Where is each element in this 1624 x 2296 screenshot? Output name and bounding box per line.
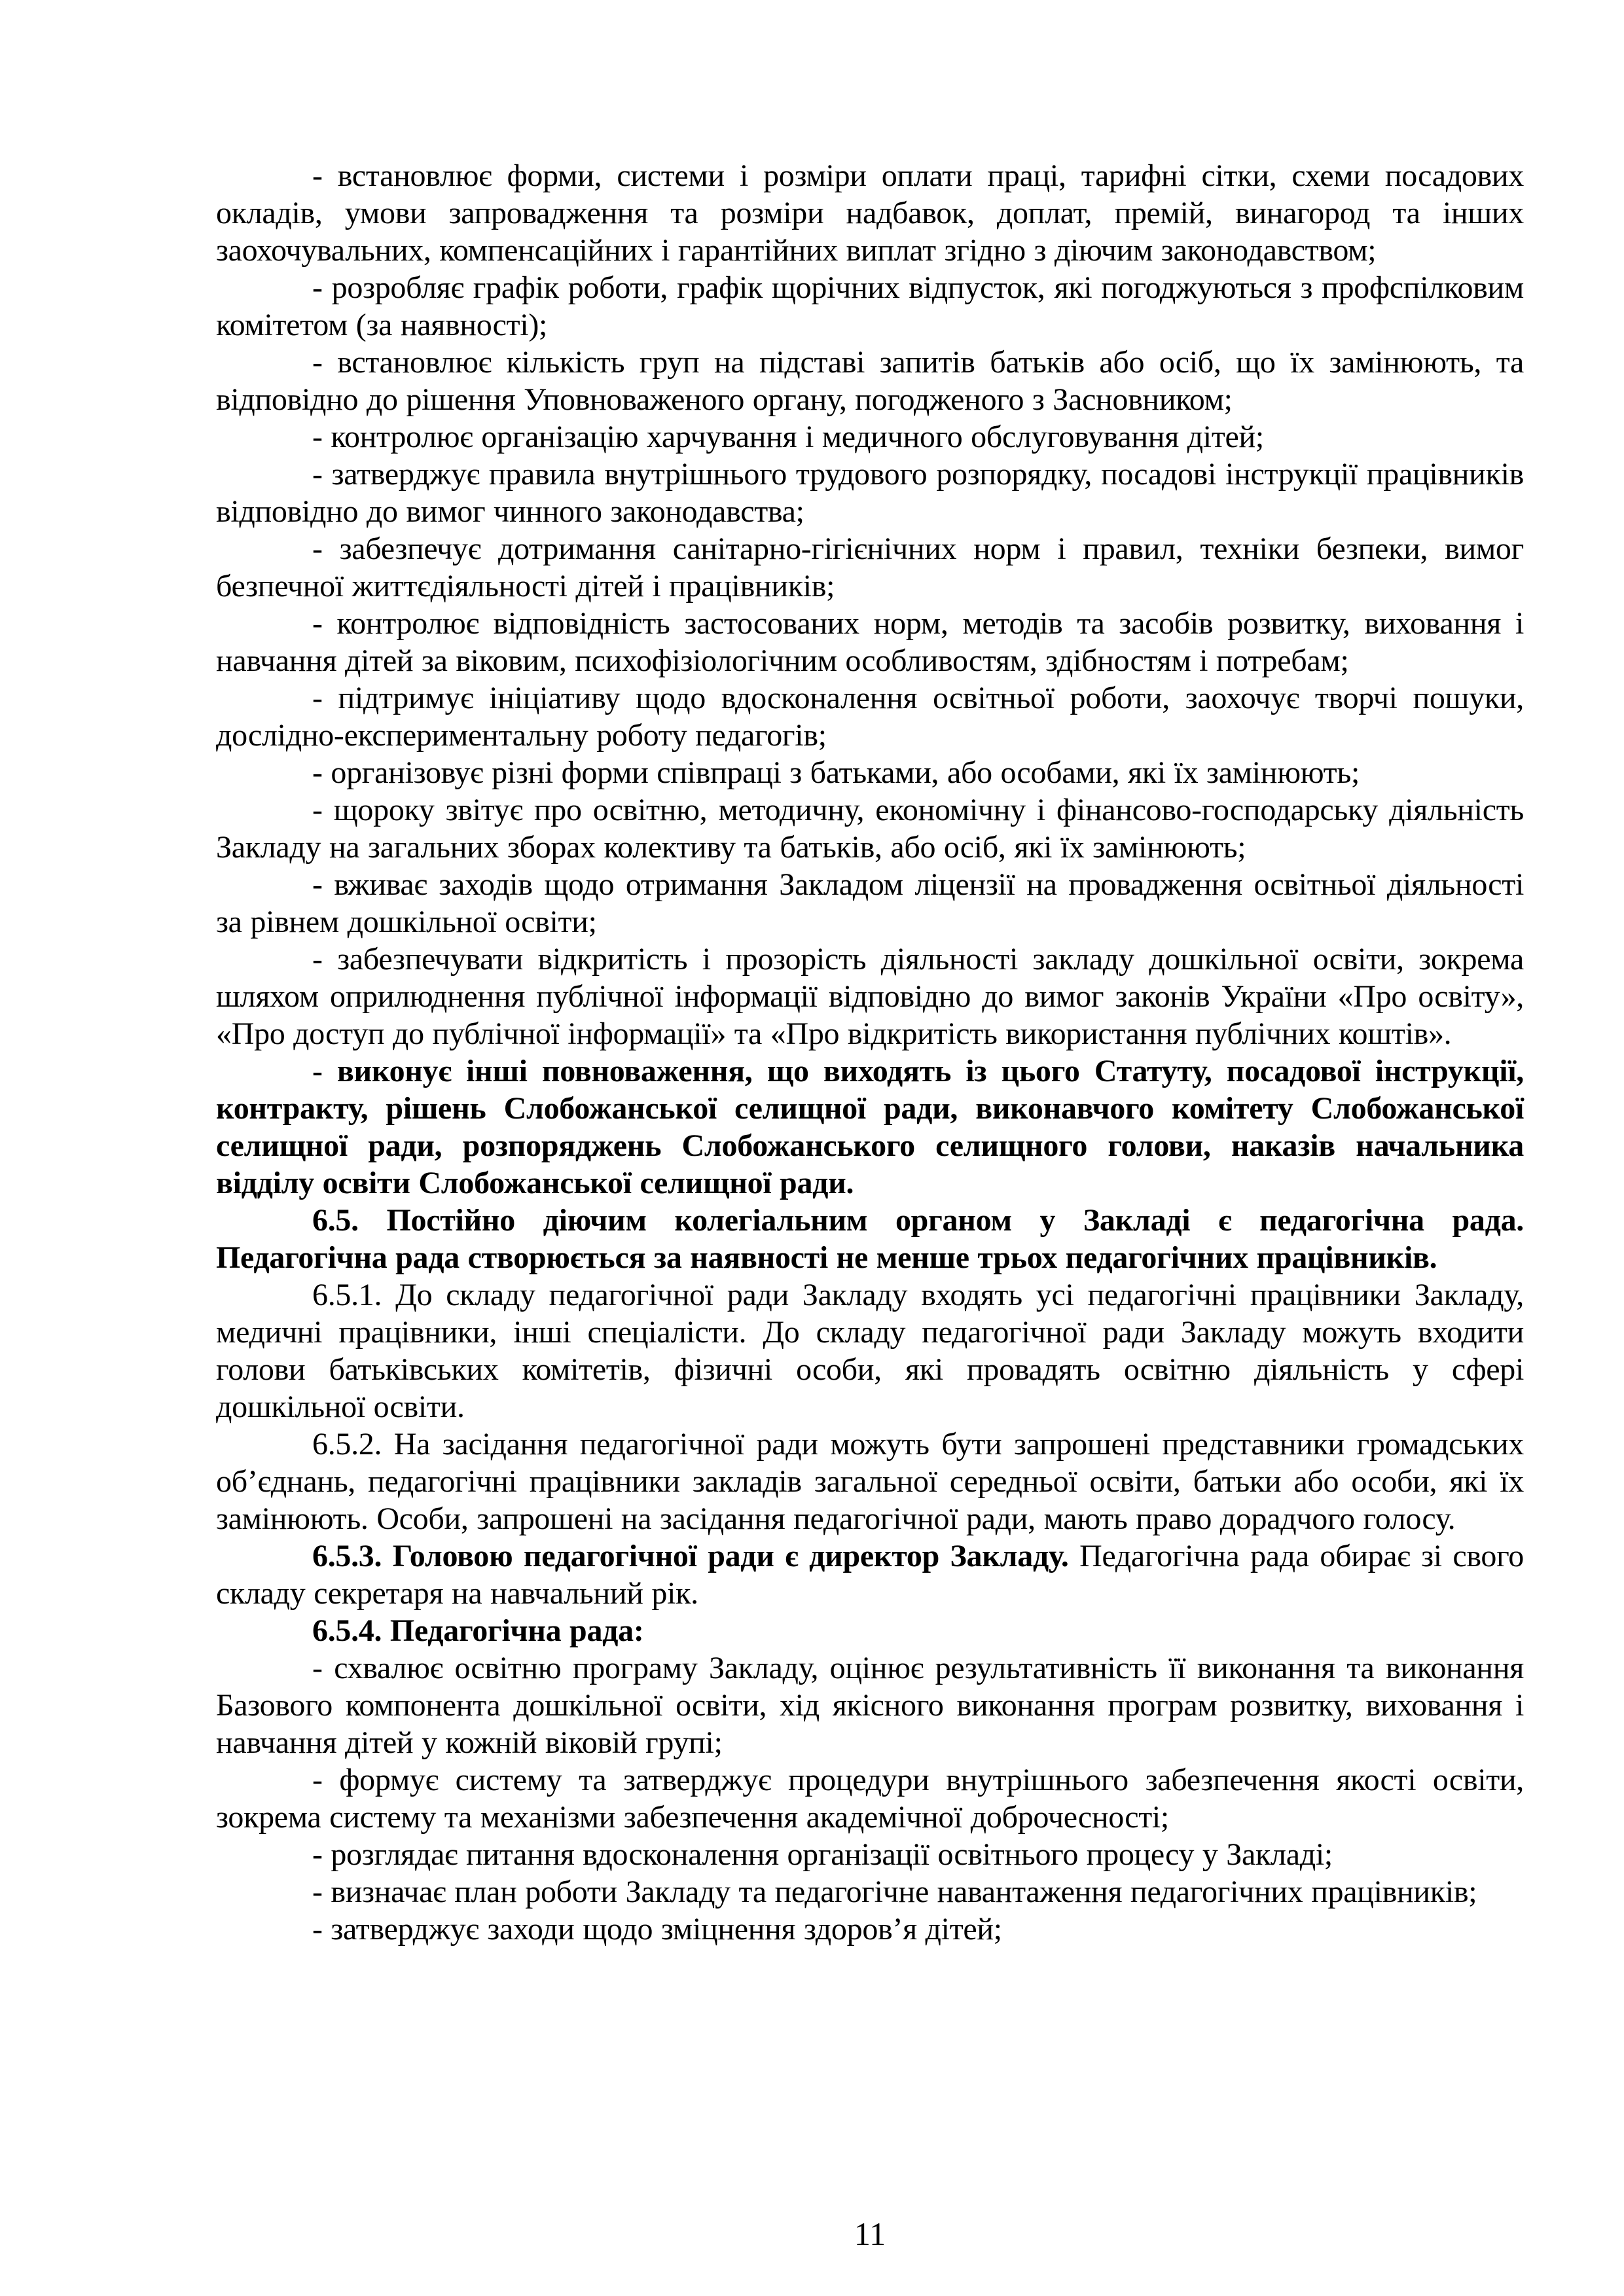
text-run: - розробляє графік роботи, графік щорічних відпусток, які погоджуються з профспілковим комітетом (за наявності);: [216, 270, 1524, 342]
paragraph: [216, 456, 1524, 530]
paragraph: [216, 1202, 1524, 1276]
document-body: [216, 157, 1524, 1948]
text-run: - контролює організацію харчування і медичного обслуговування дітей;: [312, 420, 1264, 454]
text-run: - щороку звітує про освітню, методичну, економічну і фінансово-господарську діяльність Закладу на загальних зборах колективу та батьків, або осіб, які їх замінюють;: [216, 793, 1524, 865]
page-number: 11: [854, 2215, 886, 2252]
text-run: - забезпечує дотримання санітарно-гігієнічних норм і правил, техніки безпеки, вимог безпечної життєдіяльності дітей і працівників;: [216, 531, 1524, 603]
paragraph: [216, 1761, 1524, 1836]
text-run: - затверджує заходи щодо зміцнення здоров’я дітей;: [312, 1912, 1002, 1946]
paragraph: [216, 530, 1524, 605]
text-run: - встановлює кількість груп на підставі запитів батьків або осіб, що їх замінюють, та відповідно до рішення Уповноваженого органу, погодженого з Засновником;: [216, 345, 1524, 417]
paragraph: [216, 754, 1524, 791]
paragraph: [216, 1426, 1524, 1537]
text-run: - вживає заходів щодо отримання Закладом ліцензії на провадження освітньої діяльності за рівнем дошкільної освіти;: [216, 867, 1524, 939]
text-run: - встановлює форми, системи і розміри оплати праці, тарифні сітки, схеми посадових окладів, умови запровадження та розміри надбавок, доплат, премій, винагород та інших заохочувальних, компенсаційних і гарантійних виплат згідно з діючим законодавством;: [216, 158, 1524, 268]
text-run: - схвалює освітню програму Закладу, оцінює результативність її виконання та виконання Базового компонента дошкільної освіти, хід якісного виконання програм розвитку, виховання і навчання дітей у кожній віковій групі;: [216, 1651, 1524, 1760]
text-run: - розглядає питання вдосконалення організації освітнього процесу у Закладі;: [312, 1837, 1333, 1872]
paragraph: [216, 1276, 1524, 1426]
paragraph: [216, 1910, 1524, 1948]
text-run: - підтримує ініціативу щодо вдосконалення освітньої роботи, заохочує творчі пошуки, дослідно-експериментальну роботу педагогів;: [216, 681, 1524, 753]
paragraph: [216, 1612, 1524, 1649]
bold-text-run: 6.5.4. Педагогічна рада:: [312, 1613, 644, 1648]
bold-text-run: 6.5.3. Головою педагогічної ради є директор Закладу.: [312, 1539, 1069, 1573]
paragraph: [216, 679, 1524, 754]
text-run: - контролює відповідність застосованих норм, методів та засобів розвитку, виховання і навчання дітей за віковим, психофізіологічним особливостям, здібностям і потребам;: [216, 606, 1524, 678]
paragraph: [216, 269, 1524, 344]
paragraph: [216, 157, 1524, 269]
paragraph: [216, 344, 1524, 418]
paragraph: [216, 1052, 1524, 1202]
bold-text-run: - виконує інші повноваження, що виходять із цього Статуту, посадової інструкції, контракту, рішень Слобожанської селищної ради, виконавчого комітету Слобожанської селищної ради, розпоряджень Слобожанського селищного голови, наказів начальника відділу освіти Слобожанської селищної ради.: [216, 1054, 1524, 1200]
paragraph: [216, 605, 1524, 679]
text-run: 6.5.2. На засідання педагогічної ради можуть бути запрошені представники громадських об’єднань, педагогічні працівники закладів загальної середньої освіти, батьки або особи, які їх замінюють. Особи, запрошені на засідання педагогічної ради, мають право дорадчого голосу.: [216, 1427, 1524, 1536]
paragraph: [216, 1873, 1524, 1910]
paragraph: [216, 1836, 1524, 1873]
text-run: - забезпечувати відкритість і прозорість діяльності закладу дошкільної освіти, зокрема шляхом оприлюднення публічної інформації відповідно до вимог законів України «Про освіту», «Про доступ до публічної інформації» та «Про відкритість використання публічних коштів».: [216, 942, 1524, 1051]
paragraph: [216, 1537, 1524, 1612]
paragraph: [216, 791, 1524, 866]
text-run: 6.5.1. До складу педагогічної ради Закладу входять усі педагогічні працівники Закладу, медичні працівники, інші спеціалісти. До складу педагогічної ради Закладу можуть входити голови батьківських комітетів, фізичні особи, які провадять освітню діяльність у сфері дошкільної освіти.: [216, 1278, 1524, 1424]
text-run: Педагогічна рада обирає зі свого складу секретаря на навчальний рік.: [216, 1539, 1524, 1611]
text-run: - формує систему та затверджує процедури внутрішнього забезпечення якості освіти, зокрема систему та механізми забезпечення академічної доброчесності;: [216, 1763, 1524, 1835]
text-run: - визначає план роботи Закладу та педагогічне навантаження педагогічних працівників;: [312, 1874, 1477, 1909]
paragraph: [216, 941, 1524, 1052]
paragraph: [216, 1649, 1524, 1761]
text-run: - організовує різні форми співпраці з батьками, або особами, які їх замінюють;: [312, 755, 1360, 790]
paragraph: [216, 866, 1524, 941]
bold-text-run: 6.5. Постійно діючим колегіальним органом у Закладі є педагогічна рада. Педагогічна рада створюється за наявності не менше трьох педагогічних працівників.: [216, 1203, 1524, 1275]
paragraph: [216, 418, 1524, 456]
text-run: - затверджує правила внутрішнього трудового розпорядку, посадові інструкції працівників відповідно до вимог чинного законодавства;: [216, 457, 1524, 529]
